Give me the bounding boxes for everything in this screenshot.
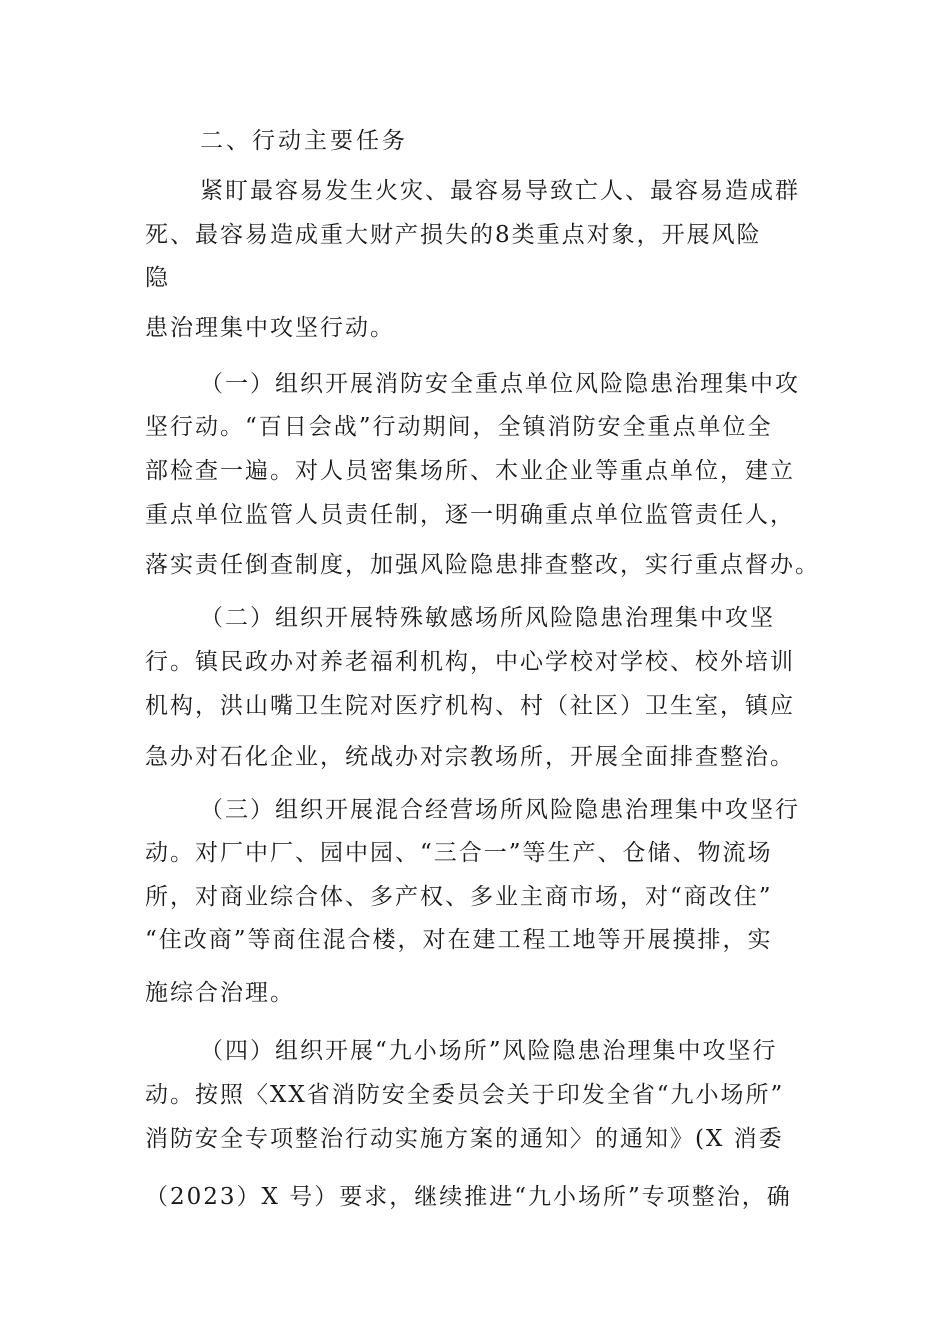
paragraph-line: 动。按照〈XX省消防安全委员会关于印发全省“九小场所” — [145, 1082, 785, 1108]
paragraph-line: 坚行动。“百日会战”行动期间，全镇消防安全重点单位全 — [145, 414, 773, 440]
paragraph-line: 动。对厂中厂、园中园、“三合一”等生产、仓储、物流场 — [145, 840, 773, 866]
paragraph-line: （二）组织开展特殊敏感场所风险隐患治理集中攻坚 — [200, 605, 775, 631]
section-heading: 二、行动主要任务 — [200, 128, 408, 154]
paragraph-line: （四）组织开展“九小场所”风险隐患治理集中攻坚行 — [200, 1038, 778, 1064]
paragraph-line: 死、最容易造成重大财产损失的8类重点对象，开展风险 — [145, 222, 762, 248]
paragraph-line: “住改商”等商住混合楼，对在建工程工地等开展摸排，实 — [145, 927, 773, 953]
paragraph-line: 行。镇民政办对养老福利机构，中心学校对学校、校外培训 — [145, 649, 795, 675]
paragraph-line: 重点单位监管人员责任制，逐一明确重点单位监管责任人， — [145, 502, 795, 528]
paragraph-line: 落实责任倒查制度，加强风险隐患排查整改，实行重点督办。 — [145, 552, 820, 578]
paragraph-line: 施综合治理。 — [145, 980, 295, 1006]
paragraph-line: 消防安全专项整治行动实施方案的通知〉的通知》(X 消委 — [145, 1126, 784, 1152]
paragraph-line: 急办对石化企业，统战办对宗教场所，开展全面排查整治。 — [145, 744, 795, 770]
paragraph-line: 部检查一遍。对人员密集场所、木业企业等重点单位，建立 — [145, 458, 795, 484]
paragraph-line: （2023）X 号）要求，继续推进“九小场所”专项整治，确 — [145, 1184, 792, 1210]
paragraph-line: 隐 — [145, 265, 170, 291]
paragraph-line: 患治理集中攻坚行动。 — [145, 315, 395, 341]
paragraph-line: （三）组织开展混合经营场所风险隐患治理集中攻坚行 — [200, 797, 800, 823]
paragraph-line: 机构，洪山嘴卫生院对医疗机构、村（社区）卫生室，镇应 — [145, 693, 795, 719]
paragraph-line: （一）组织开展消防安全重点单位风险隐患治理集中攻 — [200, 371, 800, 397]
paragraph-line: 紧盯最容易发生火灾、最容易导致亡人、最容易造成群 — [200, 178, 800, 204]
paragraph-line: 所，对商业综合体、多产权、多业主商市场，对“商改住” — [145, 884, 773, 910]
